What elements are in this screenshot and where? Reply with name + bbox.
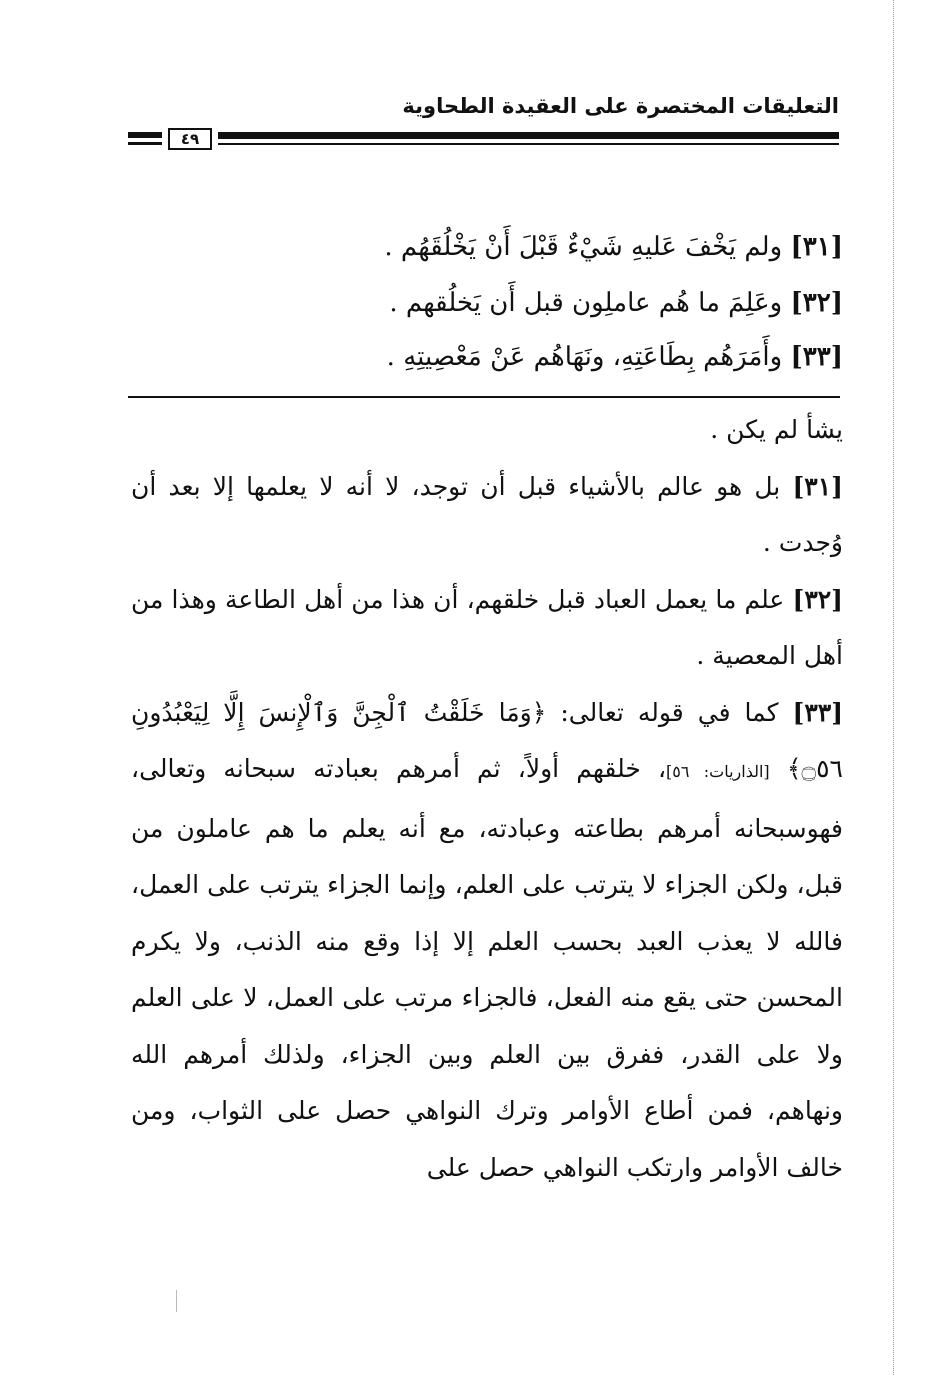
running-header-title: التعليقات المختصرة على العقيدة الطحاوية	[402, 94, 839, 118]
page-number: ٤٩	[168, 128, 212, 150]
commentary-text: علم ما يعمل العباد قبل خلقهم، أن هذا من أهل الطاعة وهذا من أهل المعصية .	[131, 584, 843, 670]
commentary-number: [٣٣]	[792, 697, 844, 727]
header-dash-thick	[128, 132, 162, 138]
commentary-33	[131, 685, 843, 1197]
quran-reference: [الذاريات: ٥٦]	[666, 762, 770, 781]
matn-number: [٣١]	[790, 232, 843, 262]
matn-line-32	[123, 283, 843, 323]
commentary-31	[131, 459, 843, 572]
commentary-number: [٣١]	[792, 471, 843, 501]
commentary-text: بل هو عالم بالأشياء قبل أن توجد، لا أنه لا يعلمها إلا بعد أن وُجدت .	[131, 471, 843, 557]
matn-line-33	[123, 337, 843, 377]
scan-mark	[176, 1290, 177, 1312]
commentary-section	[131, 402, 843, 1196]
header-rule-thin	[218, 143, 839, 145]
scan-margin-line	[893, 0, 894, 1375]
commentary-number: [٣٢]	[792, 584, 844, 614]
commentary-text: ، خلقهم أولاً، ثم أمرهم بعبادته سبحانه وتعالى، فهوسبحانه أمرهم بطاعته وعبادته، مع أنه يعلم ما هم عاملون من قبل، ولكن الجزاء لا يترتب على العلم، وإنما الجزاء يترتب على العمل، فالله لا يعذب العبد بحسب العلم إلا إذا وقع منه الذنب، ولا يكرم المحسن حتى يقع منه الفعل، فالجزاء مرتب على العمل، لا على العلم ولا على القدر، ففرق بين العلم وبين الجزاء، ولذلك أمرهم الله ونهاهم، فمن أطاع الأوامر وترك النواهي حصل على الثواب، ومن خالف الأوامر وارتكب النواهي حصل على	[131, 754, 843, 1182]
header-rule-thick	[218, 132, 839, 139]
matn-text: وعَلِمَ ما هُم عاملِون قبل أَن يَخلُقهم .	[389, 288, 783, 318]
commentary-32	[131, 572, 843, 685]
header-dash-thin	[128, 142, 162, 145]
footnote-divider	[128, 396, 840, 398]
matn-number: [٣٢]	[790, 288, 843, 318]
matn-text: ولم يَخْفَ عَليهِ شَيْءٌ قَبْلَ أَنْ يَخْلُقَهُم .	[384, 232, 783, 262]
commentary-carry-over: يشأ لم يكن .	[710, 415, 843, 444]
matn-number: [٣٣]	[790, 342, 843, 372]
matn-text: وأَمَرَهُم بِطَاعَتِهِ، ونَهَاهُم عَنْ مَعْصِيتِهِ .	[386, 342, 783, 372]
quran-verse: ﴿وَمَا خَلَقْتُ ٱلْجِنَّ وَٱلْإِنسَ إِلَّا لِيَعْبُدُونِ ۝٥٦﴾	[131, 697, 843, 783]
matn-line-31	[123, 227, 843, 267]
commentary-intro: كما في قوله تعالى:	[560, 697, 779, 727]
